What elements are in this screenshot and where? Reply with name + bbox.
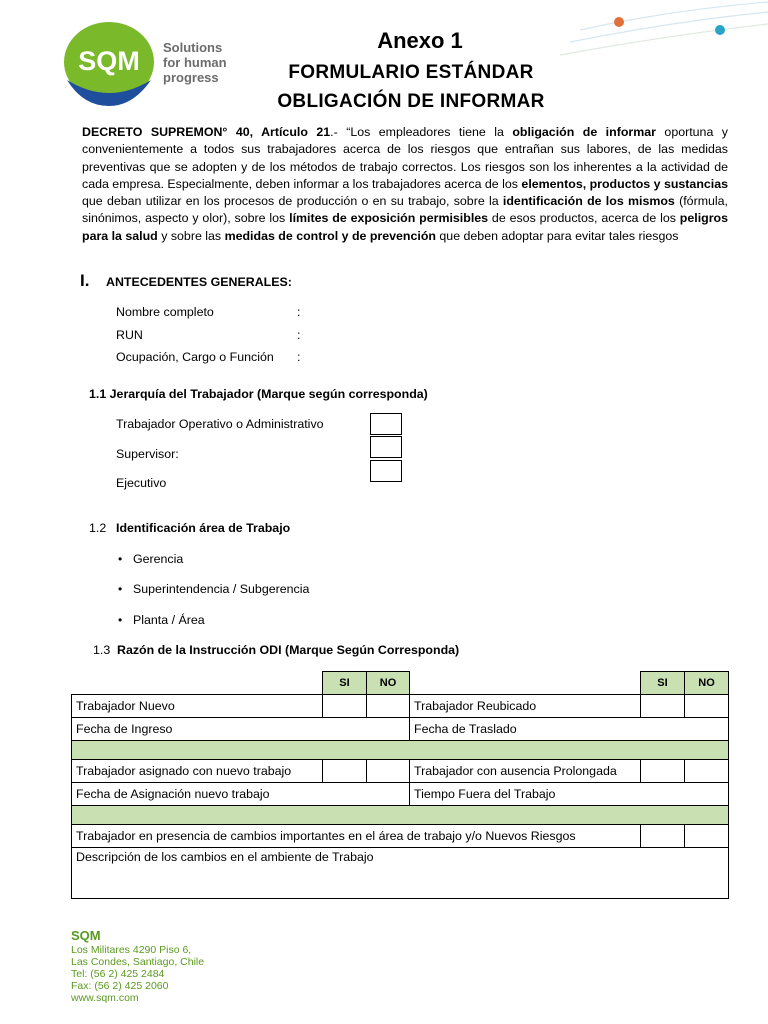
row-label-nuevo-trabajo: Trabajador asignado con nuevo trabajo	[72, 759, 323, 782]
intro-text-4: (fórmula, sinónimos, aspecto y olor), sobre los	[82, 194, 728, 226]
check-reubicado-no[interactable]	[685, 694, 729, 717]
area-item-planta[interactable]: Planta / Área	[133, 613, 205, 627]
field-value-occupation[interactable]: :	[297, 350, 301, 364]
footer-address	[71, 927, 204, 1004]
footer-tel: Tel: (56 2) 425 2484	[71, 968, 165, 980]
intro-bold-6: medidas de control y de prevención	[224, 228, 436, 243]
section-title: ANTECEDENTES GENERALES:	[106, 275, 292, 289]
hierarchy-heading: 1.1 Jerarquía del Trabajador (Marque según corresponda)	[89, 387, 428, 401]
row-label-ausencia: Trabajador con ausencia Prolongada	[410, 759, 641, 782]
orange-dot-icon	[614, 17, 624, 27]
col-no-header: NO	[367, 672, 410, 695]
field-value-full-name[interactable]: :	[297, 305, 301, 319]
decree-reference: DECRETO SUPREMON° 40, Artículo 21	[82, 125, 331, 139]
option-supervisor-label: Supervisor:	[116, 447, 179, 461]
table-row	[72, 759, 729, 782]
intro-text-6: y sobre las	[157, 228, 225, 243]
blank-cell	[410, 672, 641, 695]
check-nuevo-trabajo-si[interactable]	[323, 759, 367, 782]
field-label-occupation: Ocupación, Cargo o Función	[116, 350, 274, 364]
checkbox-supervisor[interactable]	[370, 436, 402, 458]
intro-bold-3: identificación de los mismos	[502, 194, 675, 209]
intro-text-7: que deben adoptar para evitar tales riesgos	[435, 228, 679, 243]
tagline-line-3: progress	[163, 70, 219, 85]
form-title-line1: FORMULARIO ESTÁNDAR	[288, 62, 534, 83]
footer-address-2: Las Condes, Santiago, Chile	[71, 956, 205, 968]
intro-text-3: que deban utilizar en los procesos de producción o en su trabajo, sobre la	[82, 194, 503, 209]
row-label-cambios: Trabajador en presencia de cambios importantes en el área de trabajo y/o Nuevos Riesgos	[72, 824, 641, 847]
check-ausencia-si[interactable]	[641, 759, 685, 782]
annex-title: Anexo 1	[377, 28, 463, 53]
intro-bold-2: elementos, productos y sustancias	[521, 176, 728, 191]
intro-text-1: .- “Los empleadores tiene la	[330, 125, 513, 139]
area-heading: Identificación área de Trabajo	[116, 521, 291, 535]
table-row	[72, 782, 729, 805]
option-operativo-label: Trabajador Operativo o Administrativo	[116, 417, 324, 431]
intro-paragraph	[82, 124, 728, 245]
row-label-nuevo: Trabajador Nuevo	[72, 694, 323, 717]
table-row	[72, 694, 729, 717]
footer-fax: Fax: (56 2) 425 2060	[71, 980, 169, 992]
area-item-gerencia[interactable]: Gerencia	[133, 552, 184, 566]
footer-company: SQM	[71, 928, 101, 943]
row-label-reubicado: Trabajador Reubicado	[410, 694, 641, 717]
field-descripcion-cambios[interactable]: Descripción de los cambios en el ambiente de Trabajo	[72, 847, 729, 898]
col-si-header: SI	[323, 672, 367, 695]
check-nuevo-no[interactable]	[367, 694, 410, 717]
checkbox-operativo[interactable]	[370, 413, 402, 435]
checkbox-ejecutivo[interactable]	[370, 460, 402, 482]
intro-bold-1: obligación de informar	[512, 125, 656, 139]
separator-cell	[72, 740, 729, 759]
field-tiempo-fuera[interactable]: Tiempo Fuera del Trabajo	[410, 782, 729, 805]
check-nuevo-si[interactable]	[323, 694, 367, 717]
form-title-line2: OBLIGACIÓN DE INFORMAR	[277, 91, 545, 112]
blank-cell	[72, 672, 323, 695]
reason-heading: Razón de la Instrucción ODI (Marque Según Corresponda)	[117, 643, 460, 657]
bullet-icon: •	[118, 552, 123, 566]
intro-text-5: de esos productos, acerca de los	[488, 211, 680, 226]
separator-row	[72, 740, 729, 759]
field-fecha-traslado[interactable]: Fecha de Traslado	[410, 717, 729, 740]
check-reubicado-si[interactable]	[641, 694, 685, 717]
tagline-line-2: for human	[163, 55, 227, 70]
field-fecha-asignacion[interactable]: Fecha de Asignación nuevo trabajo	[72, 782, 410, 805]
area-item-superintendencia[interactable]: Superintendencia / Subgerencia	[133, 582, 310, 596]
check-ausencia-no[interactable]	[685, 759, 729, 782]
separator-cell	[72, 805, 729, 824]
area-number: 1.2	[89, 521, 107, 535]
field-value-run[interactable]: :	[297, 328, 301, 342]
option-ejecutivo-label: Ejecutivo	[116, 476, 167, 490]
bullet-icon: •	[118, 582, 123, 596]
field-fecha-ingreso[interactable]: Fecha de Ingreso	[72, 717, 410, 740]
logo-brand-text: SQM	[78, 46, 140, 76]
col-no-header-right: NO	[685, 672, 729, 695]
table-row	[72, 824, 729, 847]
intro-bold-4: límites de exposición permisibles	[289, 211, 489, 226]
odi-reason-table	[71, 671, 729, 899]
field-label-run: RUN	[116, 328, 143, 342]
check-cambios-si[interactable]	[641, 824, 685, 847]
bullet-icon: •	[118, 613, 123, 627]
col-si-header-right: SI	[641, 672, 685, 695]
check-cambios-no[interactable]	[685, 824, 729, 847]
separator-row	[72, 805, 729, 824]
reason-number: 1.3	[93, 643, 111, 657]
tagline-line-1: Solutions	[163, 40, 223, 55]
footer-address-1: Los Militares 4290 Piso 6,	[71, 944, 192, 956]
field-label-full-name: Nombre completo	[116, 305, 214, 319]
intro-text-2: oportuna y convenientemente a todos sus trabajadores acerca de los riesgos que entrañan sus labores, de las medidas preventivas que se adopten y de los métodos de trabajo correctos. Los riesgos son los inherentes a la actividad de cada empresa. Especialmente, deben informar a los trabajadores acerca de los	[82, 125, 729, 191]
footer-web-link[interactable]: www.sqm.com	[71, 992, 139, 1004]
check-nuevo-trabajo-no[interactable]	[367, 759, 410, 782]
table-row	[72, 847, 729, 898]
table-row	[72, 717, 729, 740]
table-header-row	[72, 672, 729, 695]
intro-bold-5: peligros para la salud	[82, 211, 728, 243]
section-number: I.	[80, 271, 90, 290]
